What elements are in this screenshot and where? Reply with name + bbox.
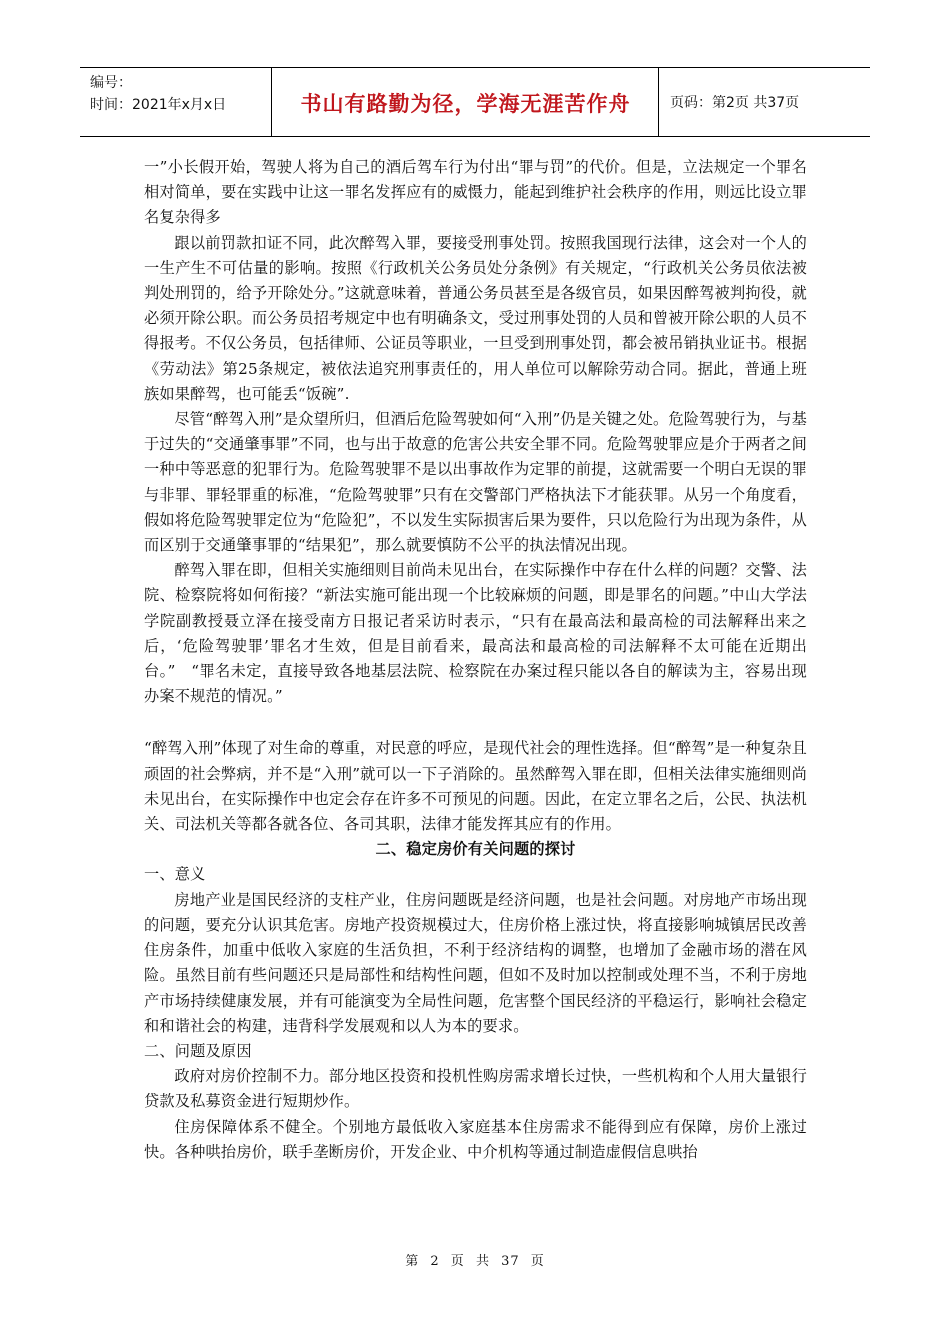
paragraph: 一”小长假开始，驾驶人将为自己的酒后驾车行为付出“罪与罚”的代价。但是，立法规定一个罪名相对简单，要在实践中让这一罪名发挥应有的威慑力，能起到维护社会秩序的作用，则远比设立罪名复杂得多 [144,158,807,227]
header-divider [271,68,272,136]
paragraph: 住房保障体系不健全。个别地方最低收入家庭基本住房需求不能得到应有保障，房价上涨过快。各种哄抬房价，联手垄断房价，开发企业、中介机构等通过制造虚假信息哄抬 [144,1117,807,1161]
section-title: 二、稳定房价有关问题的探讨 [375,840,576,859]
subheading: 一、意义 [144,865,206,884]
paragraph: 房地产业是国民经济的支柱产业，住房问题既是经济问题，也是社会问题。对房地产市场出现的问题，要充分认识其危害。房地产投资规模过大，住房价格上涨过快，将直接影响城镇居民改善住房条件，加重中低收入家庭的生活负担，不利于经济结构的调整，也增加了金融市场的潜在风险。虽然目前有些问题还只是局部性和结构性问题，但如不及时加以控制或处理不当，不利于房地产市场持续健康发展，并有可能演变为全局性问题，危害整个国民经济的平稳运行，影响社会稳定和和谐社会的构建，违背科学发展观和以人为本的要求。 [144,890,807,1035]
paragraph: 醉驾入罪在即，但相关实施细则目前尚未见出台，在实际操作中存在什么样的问题？交警、法院、检察院将如何衔接？“新法实施可能出现一个比较麻烦的问题，即是罪名的问题。”中山大学法学院副教授聂立泽在接受南方日报记者采访时表示，“只有在最高法和最高检的司法解释出来之后，‘危险驾驶罪’罪名才生效，但是目前看来，最高法和最高检的司法解释不太可能在近期出台。” “罪名未定，直接导致各地基层法院、检察院在办案过程只能以各自的解读为主，容易出现办案不规范的情况。” [144,561,807,706]
blank-line [144,709,807,736]
paragraph: “醉驾入刑”体现了对生命的尊重，对民意的呼应，是现代社会的理性选择。但“醉驾”是一种复杂且顽固的社会弊病，并不是“入刑”就可以一下子消除的。虽然醉驾入罪在即，但相关法律实施细则尚未见出台，在实际操作中也定会存在许多不可预见的问题。因此，在定立罪名之后，公民、执法机关、司法机关等都各就各位、各司其职，法律才能发挥其应有的作用。 [144,739,807,834]
doc-number-label: 编号： [90,75,132,91]
page-footer [0,1250,950,1269]
footer-text: 页 [530,1254,545,1269]
footer-text: 第 [405,1254,420,1269]
footer-total-pages: 37 [501,1254,520,1269]
subheading: 二、问题及原因 [144,1041,252,1060]
paragraph: 政府对房价控制不力。部分地区投资和投机性购房需求增长过快，一些机构和个人用大量银行贷款及私募资金进行短期炒作。 [144,1067,807,1111]
footer-text: 共 [475,1254,490,1269]
footer-text: 页 [450,1254,465,1269]
header-meta [90,72,268,116]
paragraph: 尽管“醉驾入刑”是众望所归，但酒后危险驾驶如何“入刑”仍是关键之处。危险驾驶行为，与基于过失的“交通肇事罪”不同，也与出于故意的危害公共安全罪不同。危险驾驶罪应是介于两者之间一种中等恶意的犯罪行为。危险驾驶罪不是以出事故作为定罪的前提，这就需要一个明白无误的罪与非罪、罪轻罪重的标准，“危险驾驶罪”只有在交警部门严格执法下才能获罪。从另一个角度看，假如将危险驾驶罪定位为“危险犯”，不以发生实际损害后果为要件，只以危险行为出现为条件，从而区别于交通肇事罪的“结果犯”，那么就要慎防不公平的执法情况出现。 [144,410,807,555]
header-page-info: 页码：第2页 共37页 [670,95,800,111]
doc-time-label: 时间：2021年x月x日 [90,97,227,113]
header-divider [658,68,659,136]
footer-page-number: 2 [430,1254,440,1269]
header-motto: 书山有路勤为径，学海无涯苦作舟 [300,92,631,116]
paragraph: 跟以前罚款扣证不同，此次醉驾入罪，要接受刑事处罚。按照我国现行法律，这会对一个人的一生产生不可估量的影响。按照《行政机关公务员处分条例》有关规定，“行政机关公务员依法被判处刑罚的，给予开除处分。”这就意味着，普通公务员甚至是各级官员，如果因醉驾被判拘役，就必须开除公职。而公务员招考规定中也有明确条文，受过刑事处罚的人员和曾被开除公职的人员不得报考。不仅公务员，包括律师、公证员等职业，一旦受到刑事处罚，都会被吊销执业证书。根据《劳动法》第25条规定，被依法追究刑事责任的，用人单位可以解除劳动合同。据此，普通上班族如果醉驾，也可能丢“饭碗”. [144,233,807,403]
page-header [80,67,870,137]
document-body [144,155,807,1165]
